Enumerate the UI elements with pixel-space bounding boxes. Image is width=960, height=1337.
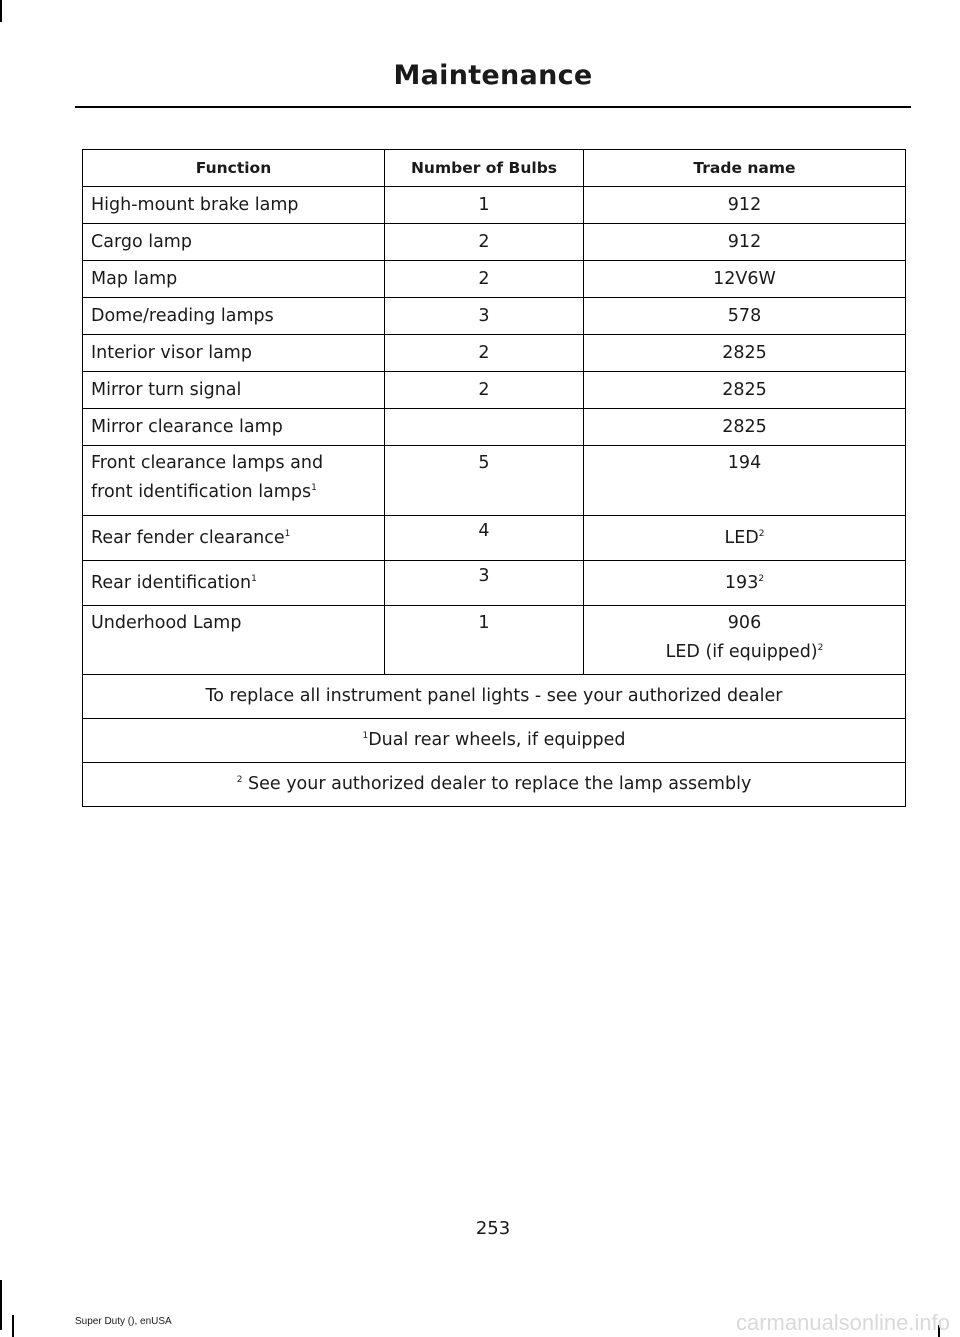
bulb-count-cell: 2 [385,335,584,372]
table-header-row [83,150,906,187]
column-header-number-of-bulbs: Number of Bulbs [385,150,584,187]
footnote-text: Dual rear wheels, if equipped [368,730,626,750]
footnote-text: See your authorized dealer to replace the lamp assembly [242,774,752,794]
bulb-count-cell: 3 [385,298,584,335]
trade-name-cell: 194 [584,446,906,516]
table-row [83,224,906,261]
function-label: Rear identification [91,573,252,593]
header-divider [75,106,911,108]
table-row [83,561,906,606]
function-cell [83,446,385,516]
crop-mark [12,1315,14,1337]
trade-name-cell: 2825 [584,409,906,446]
document-info: Super Duty (), enUSA [75,1316,172,1327]
footnote-marker: 1 [251,574,257,585]
table-row [83,261,906,298]
footnote-marker: 2 [817,643,824,654]
watermark: carmanualsonline.info [735,1310,950,1335]
bulb-count-cell [385,409,584,446]
function-cell [83,516,385,561]
bulb-count-cell: 4 [385,516,584,561]
function-line: front identification lamps [91,482,312,502]
column-header-function: Function [83,150,385,187]
trade-name-label: LED [724,528,759,548]
bulb-count-cell: 5 [385,446,584,516]
function-cell: Underhood Lamp [83,606,385,675]
footnote-1 [83,719,906,763]
page-number: 253 [475,1218,511,1239]
function-cell: Dome/reading lamps [83,298,385,335]
function-cell: Mirror clearance lamp [83,409,385,446]
function-cell [83,561,385,606]
table-note-row [83,763,906,807]
bulb-count-cell: 2 [385,261,584,298]
column-header-trade-name: Trade name [584,150,906,187]
trade-name-cell: 578 [584,298,906,335]
bulb-count-cell: 1 [385,187,584,224]
trade-name-cell: 12V6W [584,261,906,298]
function-cell: High-mount brake lamp [83,187,385,224]
footnote-marker: 2 [236,775,243,786]
trade-name-cell [584,561,906,606]
crop-mark [0,0,2,22]
instrument-panel-note: To replace all instrument panel lights - see your authorized dealer [83,675,906,719]
table-row [83,409,906,446]
footnote-marker: 1 [284,529,291,540]
table-row [83,187,906,224]
trade-name-label: 193 [724,573,759,593]
table-row [83,298,906,335]
bulb-count-cell: 3 [385,561,584,606]
bulb-count-cell: 2 [385,372,584,409]
function-cell: Interior visor lamp [83,335,385,372]
bulb-count-cell: 2 [385,224,584,261]
table-row [83,372,906,409]
function-label: Rear fender clearance [91,528,285,548]
page-title: Maintenance [393,60,593,91]
trade-name-cell: 2825 [584,372,906,409]
table-note-row [83,719,906,763]
footnote-marker: 1 [362,731,369,742]
bulb-count-cell: 1 [385,606,584,675]
trade-name-line: LED (if equipped) [665,642,818,662]
footnote-marker: 2 [758,529,765,540]
footnote-2 [83,763,906,807]
function-line: Front clearance lamps and [91,453,324,473]
footnote-marker: 2 [758,574,765,585]
trade-name-cell [584,606,906,675]
trade-name-cell: 912 [584,224,906,261]
table-row [83,335,906,372]
trade-name-cell: 912 [584,187,906,224]
table-row [83,516,906,561]
trade-name-cell: 2825 [584,335,906,372]
table-note-row [83,675,906,719]
table-row [83,446,906,516]
crop-mark [0,1280,2,1330]
function-cell: Cargo lamp [83,224,385,261]
function-cell: Mirror turn signal [83,372,385,409]
function-cell: Map lamp [83,261,385,298]
footnote-marker: 1 [311,483,317,494]
bulb-table [82,149,906,807]
table-row [83,606,906,675]
trade-name-cell [584,516,906,561]
trade-name-line: 906 [727,613,762,633]
